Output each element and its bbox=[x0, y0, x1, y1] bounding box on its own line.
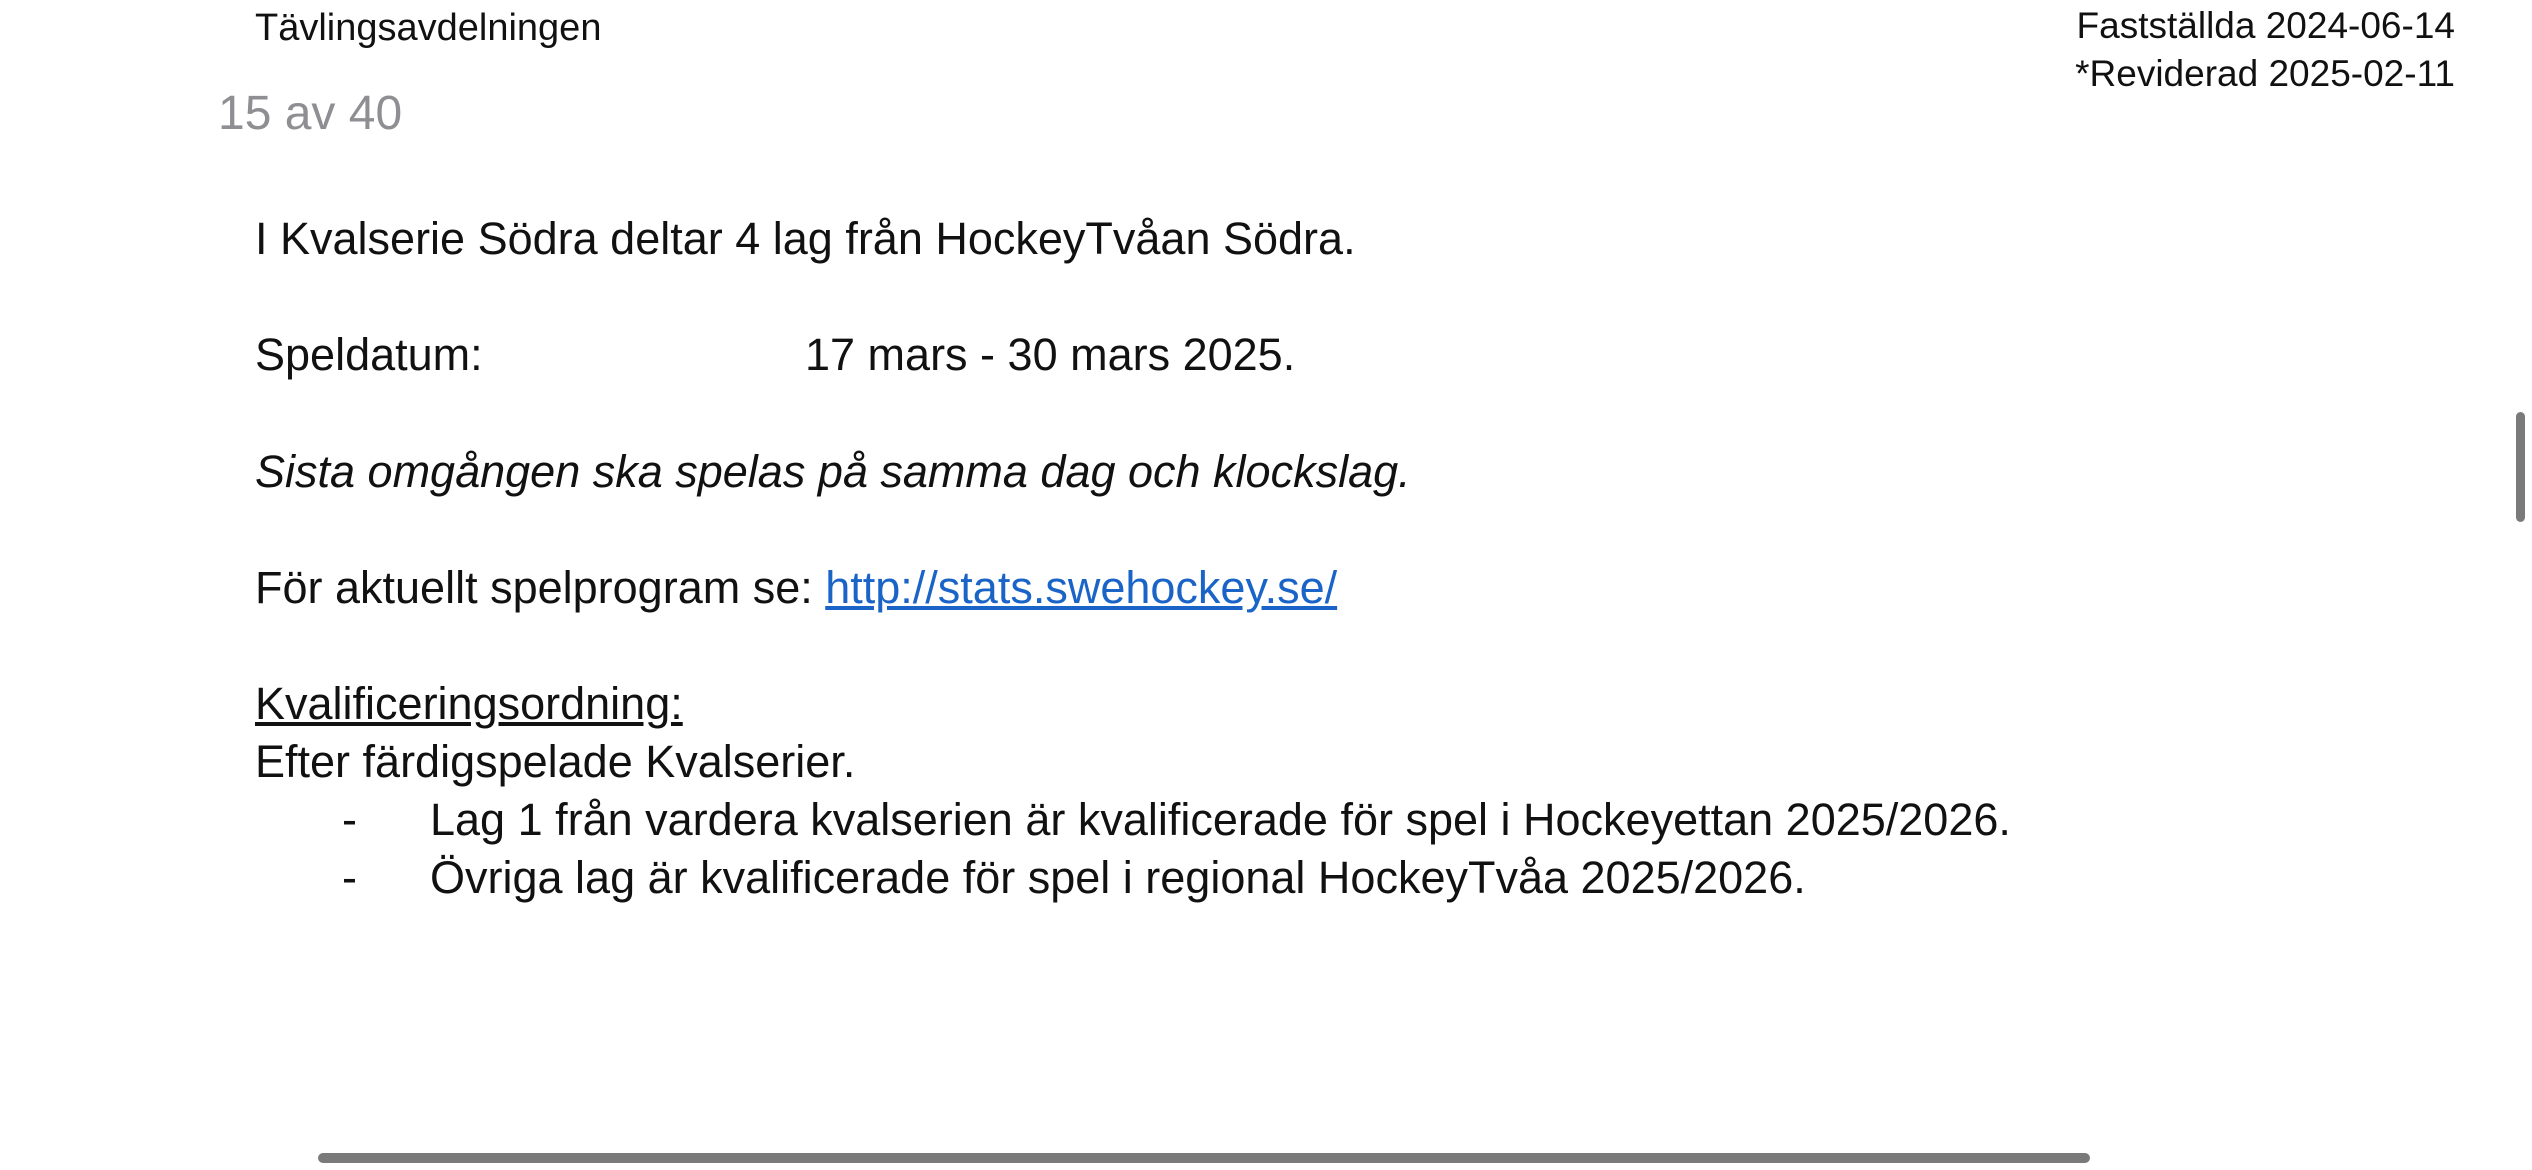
qualification-intro: Efter färdigspelade Kvalserier. bbox=[255, 736, 856, 787]
header-revised-date: *Reviderad 2025-02-11 bbox=[2075, 53, 2455, 94]
bullet-item: Övriga lag är kvalificerade för spel i regional HockeyTvåa 2025/2026. bbox=[430, 852, 1806, 903]
intro-paragraph: I Kvalserie Södra deltar 4 lag från HockeyTvåan Södra. bbox=[255, 213, 1356, 264]
header-established-date: Fastställda 2024-06-14 bbox=[2076, 5, 2455, 46]
bullet-dash: - bbox=[342, 852, 357, 903]
horizontal-scrollbar[interactable] bbox=[318, 1153, 2090, 1163]
qualification-heading: Kvalificeringsordning: bbox=[255, 678, 683, 729]
schedule-link[interactable]: http://stats.swehockey.se/ bbox=[825, 562, 1338, 613]
dates-label: Speldatum: bbox=[255, 329, 483, 380]
vertical-scrollbar[interactable] bbox=[2516, 412, 2525, 522]
schedule-paragraph bbox=[255, 558, 1337, 618]
schedule-prefix: För aktuellt spelprogram se: bbox=[255, 562, 826, 613]
bullet-dash: - bbox=[342, 794, 357, 845]
last-round-note: Sista omgången ska spelas på samma dag och klockslag. bbox=[255, 446, 1411, 497]
page-indicator: 15 av 40 bbox=[218, 87, 403, 140]
dates-value: 17 mars - 30 mars 2025. bbox=[805, 329, 1296, 380]
bullet-item: Lag 1 från vardera kvalserien är kvalificerade för spel i Hockeyettan 2025/2026. bbox=[430, 794, 2011, 845]
header-department: Tävlingsavdelningen bbox=[255, 7, 602, 49]
header-dates bbox=[2075, 2, 2455, 98]
